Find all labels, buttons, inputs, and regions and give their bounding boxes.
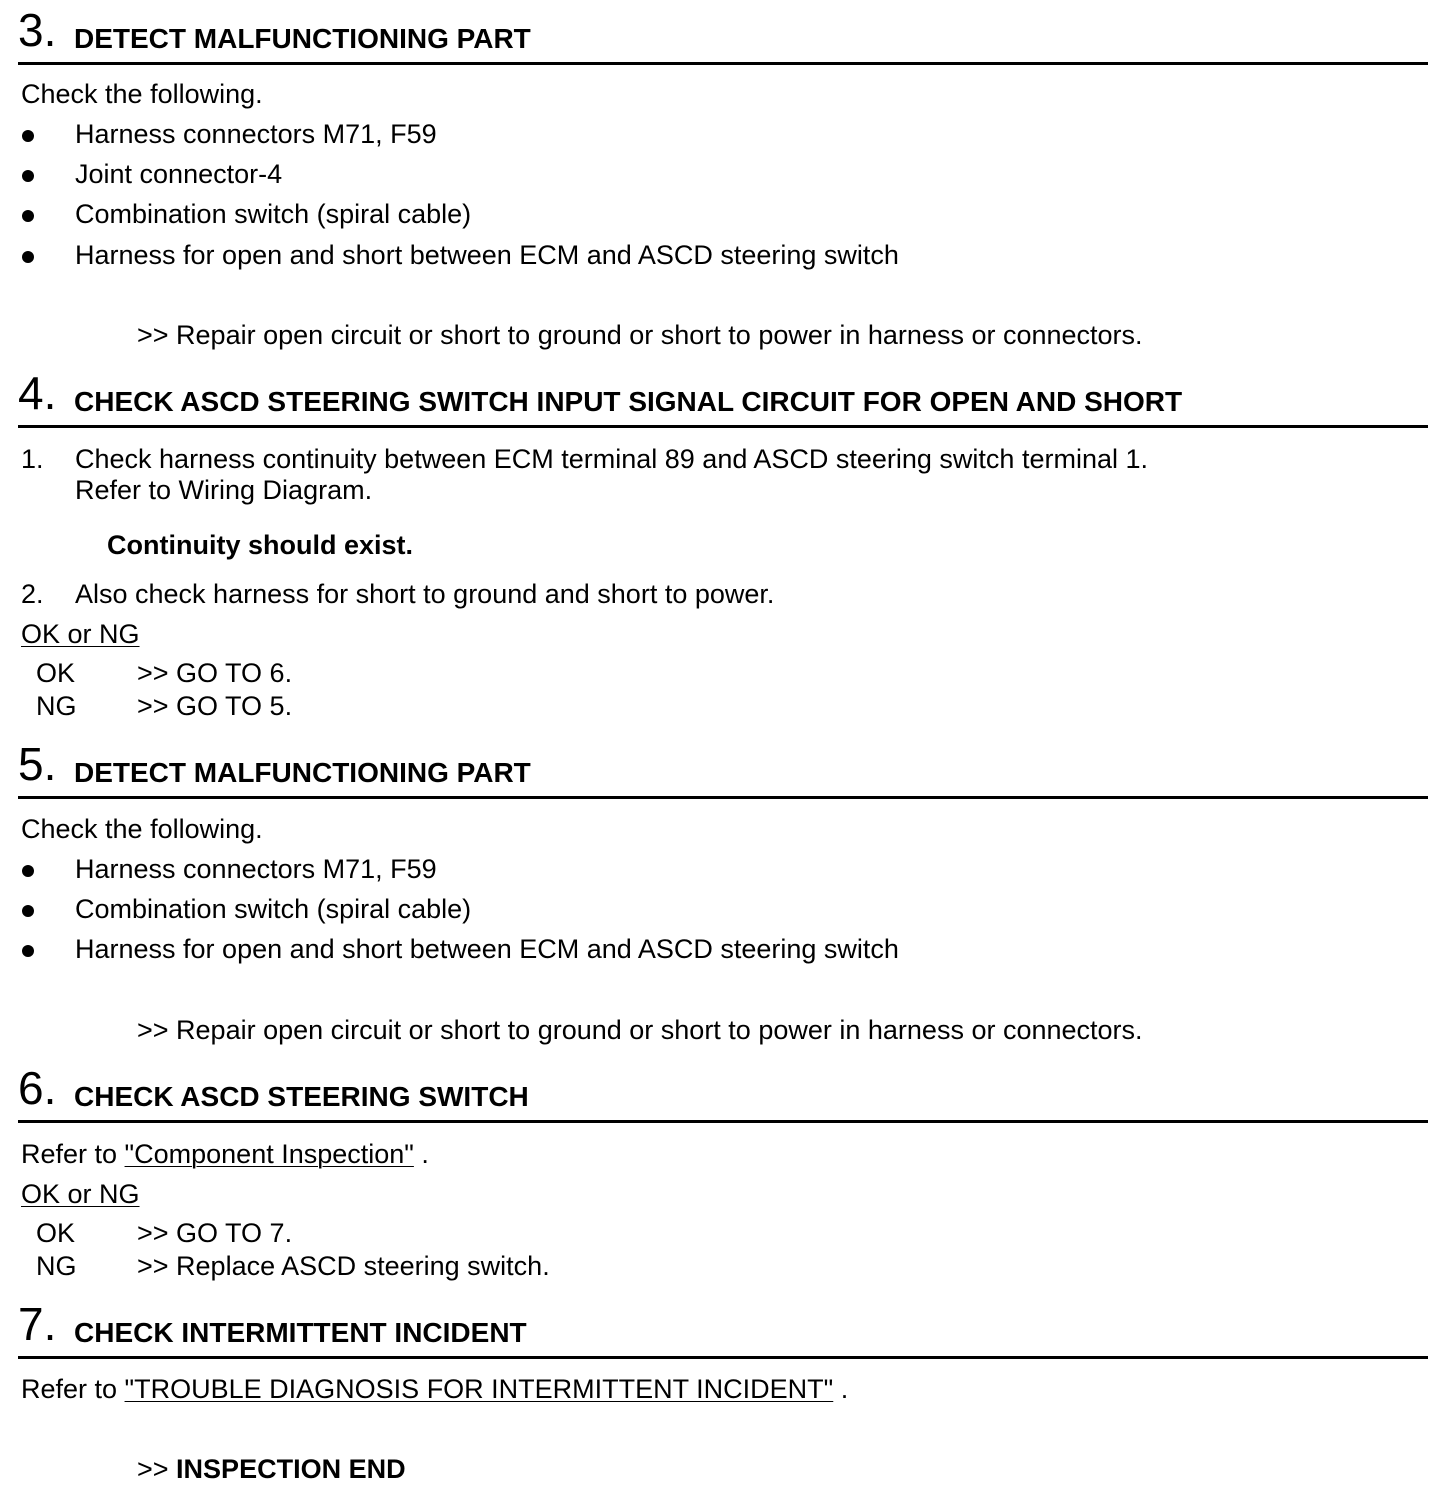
step-title: DETECT MALFUNCTIONING PART: [74, 757, 531, 788]
ng-action: >> Replace ASCD steering switch.: [137, 1251, 550, 1281]
ng-action: >> GO TO 5.: [137, 691, 293, 721]
intermittent-incident-link[interactable]: "TROUBLE DIAGNOSIS FOR INTERMITTENT INCIDENT": [124, 1374, 834, 1404]
step-number: 6.: [18, 1062, 57, 1114]
step-number: 4.: [18, 367, 57, 419]
refer-text: [21, 1373, 848, 1405]
section-divider: [18, 425, 1428, 428]
list-number: 1.: [21, 444, 44, 474]
ok-action: >> GO TO 6.: [137, 658, 293, 688]
list-item: Joint connector-4: [75, 159, 283, 189]
ok-label: OK: [36, 658, 76, 688]
list-number: 2.: [21, 579, 44, 609]
list-item: Harness for open and short between ECM and ASCD steering switch: [75, 934, 899, 964]
bullet-icon: [22, 865, 34, 877]
step-title: CHECK INTERMITTENT INCIDENT: [74, 1317, 527, 1348]
bullet-icon: [22, 945, 34, 957]
list-item: Harness connectors M71, F59: [75, 119, 437, 149]
list-item: Harness for open and short between ECM and ASCD steering switch: [75, 240, 899, 270]
bullet-icon: [22, 251, 34, 263]
list-item: Combination switch (spiral cable): [75, 894, 472, 924]
list-item: Also check harness for short to ground and short to power.: [75, 579, 775, 609]
component-inspection-link[interactable]: "Component Inspection": [124, 1139, 414, 1169]
step-title: CHECK ASCD STEERING SWITCH: [74, 1081, 529, 1112]
ng-label: NG: [36, 1251, 77, 1281]
section-divider: [18, 1120, 1428, 1123]
section-divider: [18, 796, 1428, 799]
bullet-icon: [22, 170, 34, 182]
inspection-end-label: INSPECTION END: [176, 1454, 406, 1484]
result-label: OK or NG: [21, 1179, 140, 1209]
step-number: 7.: [18, 1298, 57, 1350]
bullet-icon: [22, 905, 34, 917]
ok-label: OK: [36, 1218, 76, 1248]
list-item-continuation: Refer to Wiring Diagram.: [75, 475, 373, 505]
refer-text: [21, 1138, 429, 1170]
section-divider: [18, 62, 1428, 65]
intro-text: Check the following.: [21, 79, 263, 109]
result-label: OK or NG: [21, 619, 140, 649]
bullet-icon: [22, 210, 34, 222]
list-item: Harness connectors M71, F59: [75, 854, 437, 884]
end-prefix: >>: [137, 1454, 177, 1484]
ng-label: NG: [36, 691, 77, 721]
refer-prefix: Refer to: [21, 1374, 125, 1404]
section-divider: [18, 1356, 1428, 1359]
list-item: Combination switch (spiral cable): [75, 199, 472, 229]
step-number: 3.: [18, 4, 57, 56]
step-title: CHECK ASCD STEERING SWITCH INPUT SIGNAL CIRCUIT FOR OPEN AND SHORT: [74, 386, 1183, 417]
end-text: [137, 1453, 406, 1485]
step-title: DETECT MALFUNCTIONING PART: [74, 23, 531, 54]
refer-suffix: .: [413, 1139, 429, 1169]
step-number: 5.: [18, 738, 57, 790]
spec-text: Continuity should exist.: [107, 530, 414, 560]
refer-suffix: .: [833, 1374, 849, 1404]
ok-action: >> GO TO 7.: [137, 1218, 293, 1248]
intro-text: Check the following.: [21, 814, 263, 844]
bullet-icon: [22, 130, 34, 142]
action-text: >> Repair open circuit or short to ground or short to power in harness or connectors.: [137, 320, 1143, 350]
list-item: Check harness continuity between ECM terminal 89 and ASCD steering switch terminal 1.: [75, 444, 1148, 474]
refer-prefix: Refer to: [21, 1139, 125, 1169]
action-text: >> Repair open circuit or short to ground or short to power in harness or connectors.: [137, 1015, 1143, 1045]
